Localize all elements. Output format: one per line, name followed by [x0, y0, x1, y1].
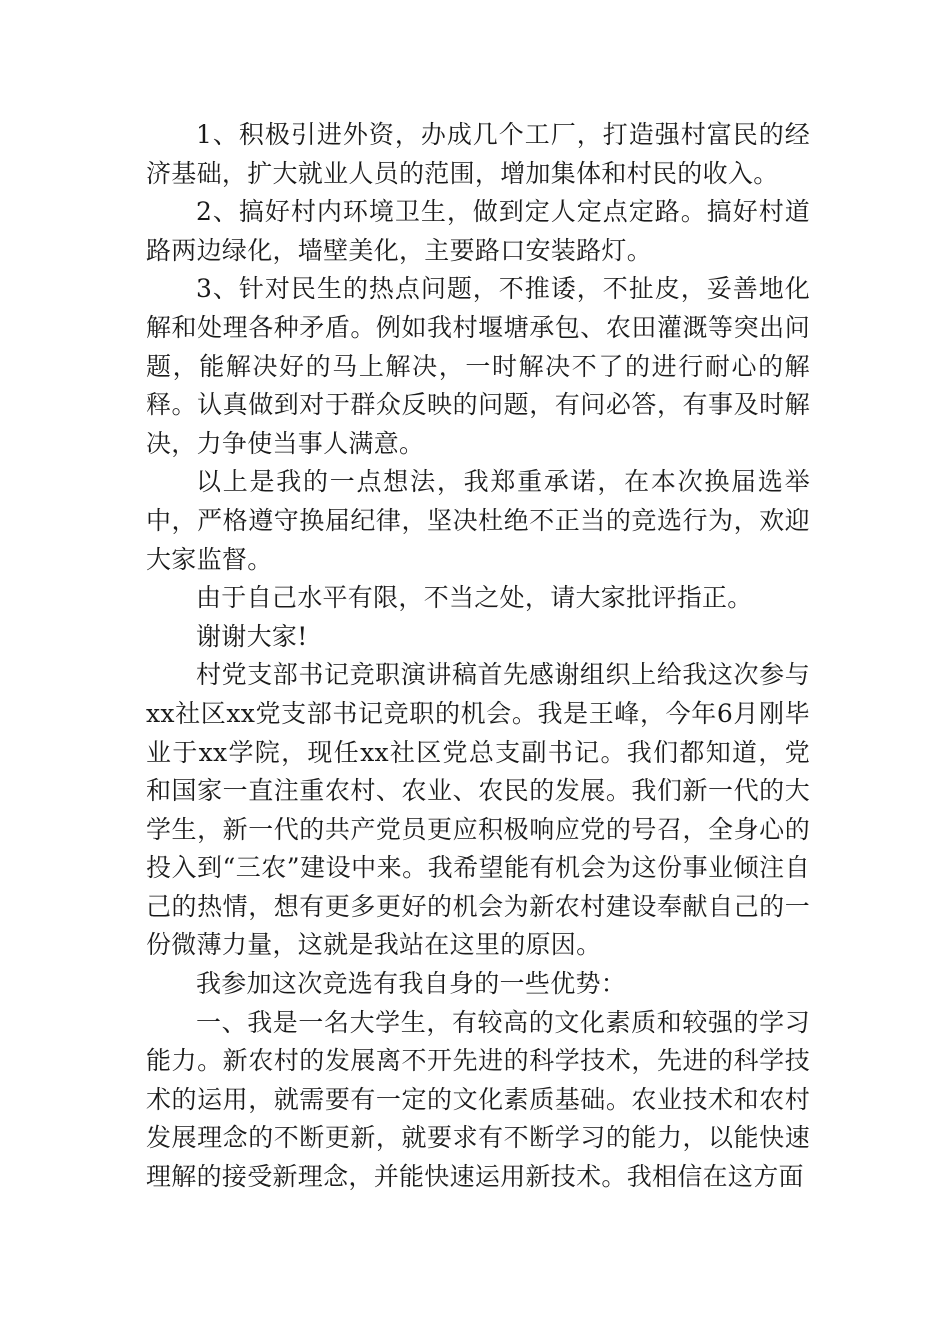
- paragraph-speech-intro: 村党支部书记竞职演讲稿首先感谢组织上给我这次参与xx社区xx党支部书记竞职的机会。我是王峰，今年6月刚毕业于xx学院，现任xx社区党总支副书记。我们都知道，党和国家一直注重农村、农业、农民的发展。我们新一代的大学生，新一代的共产党员更应积极响应党的号召，全身心的投入到“三农”建设中来。我希望能有机会为这份事业倾注自己的热情，想有更多更好的机会为新农村建设奉献自己的一份微薄力量，这就是我站在这里的原因。: [146, 660, 810, 960]
- paragraph-modesty: 由于自己水平有限，不当之处，请大家批评指正。: [196, 583, 753, 613]
- paragraph-goal-3: 3、针对民生的热点问题，不推诿，不扯皮，妥善地化解和处理各种矛盾。例如我村堰塘承包、农田灌溉等突出问题，能解决好的马上解决，一时解决不了的进行耐心的解释。认真做到对于群众反映的问题，有问必答，有事及时解决，力争使当事人满意。: [146, 274, 810, 458]
- paragraph-goal-1: 1、积极引进外资，办成几个工厂，打造强村富民的经济基础，扩大就业人员的范围，增加集体和村民的收入。: [146, 120, 810, 188]
- paragraph-advantage-1: 一、我是一名大学生，有较高的文化素质和较强的学习能力。新农村的发展离不开先进的科学技术，先进的科学技术的运用，就需要有一定的文化素质基础。农业技术和农村发展理念的不断更新，就要求有不断学习的能力，以能快速理解的接受新理念，并能快速运用新技术。我相信在这方面: [146, 1007, 810, 1192]
- paragraph-goal-2: 2、搞好村内环境卫生，做到定人定点定路。搞好村道路两边绿化，墙壁美化，主要路口安装路灯。: [146, 197, 810, 265]
- paragraph-advantages-heading: 我参加这次竞选有我自身的一些优势：: [196, 969, 627, 999]
- paragraph-commitment: 以上是我的一点想法，我郑重承诺，在本次换届选举中，严格遵守换届纪律，坚决杜绝不正当的竞选行为，欢迎大家监督。: [146, 467, 810, 574]
- document-page: [146, 116, 810, 1197]
- paragraph-thanks: 谢谢大家!: [196, 621, 308, 651]
